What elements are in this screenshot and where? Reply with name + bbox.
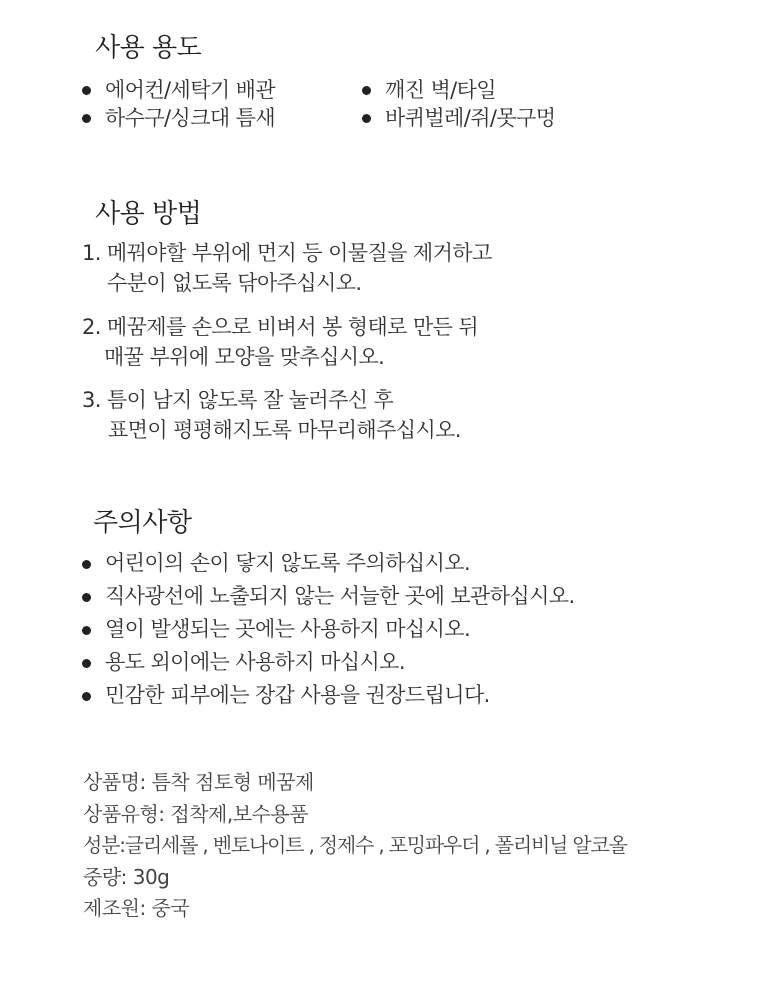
usage-item: 깨진 벽/타일	[385, 78, 496, 102]
usage-item: 바퀴벌레/쥐/못구멍	[385, 106, 556, 130]
method-step-1-line2: 수분이 없도록 닦아주십시오.	[107, 271, 362, 295]
product-name: 상품명: 틈착 점토형 메꿈제	[83, 770, 314, 794]
usage-heading: 사용 용도	[95, 33, 202, 63]
product-weight: 중량: 30g	[83, 865, 170, 889]
method-step-1-line1: 1. 메꿔야할 부위에 먼지 등 이물질을 제거하고	[82, 241, 492, 265]
method-step-3-line2: 표면이 평평해지도록 마무리해주십시오.	[108, 418, 461, 442]
bullet-icon	[82, 659, 91, 668]
bullet-icon	[82, 114, 91, 123]
caution-item: 어린이의 손이 닿지 않도록 주의하십시오.	[105, 551, 471, 575]
method-step-2-line1: 2. 메꿈제를 손으로 비벼서 봉 형태로 만든 뒤	[82, 315, 479, 339]
caution-item: 직사광선에 노출되지 않는 서늘한 곳에 보관하십시오.	[105, 584, 575, 608]
bullet-icon	[82, 626, 91, 635]
method-heading: 사용 방법	[95, 199, 202, 229]
product-origin: 제조원: 중국	[83, 896, 190, 920]
bullet-icon	[82, 593, 91, 602]
bullet-icon	[362, 114, 371, 123]
product-ingredients: 성분:글리세롤 , 벤토나이트 , 정제수 , 포밍파우더 , 폴리비닐 알코올	[83, 833, 627, 857]
caution-item: 민감한 피부에는 장갑 사용을 권장드립니다.	[105, 683, 490, 707]
method-step-3-line1: 3. 틈이 남지 않도록 잘 눌러주신 후	[82, 388, 394, 412]
caution-heading: 주의사항	[93, 508, 192, 538]
caution-item: 용도 외이에는 사용하지 마십시오.	[105, 650, 405, 674]
method-step-2-line2: 매꿀 부위에 모양을 맞추십시오.	[104, 345, 385, 369]
bullet-icon	[82, 86, 91, 95]
bullet-icon	[82, 692, 91, 701]
bullet-icon	[362, 86, 371, 95]
product-type: 상품유형: 접착제,보수용품	[83, 802, 308, 826]
caution-item: 열이 발생되는 곳에는 사용하지 마십시오.	[105, 617, 471, 641]
bullet-icon	[82, 560, 91, 569]
usage-item: 하수구/싱크대 틈새	[105, 106, 276, 130]
usage-item: 에어컨/세탁기 배관	[105, 78, 276, 102]
